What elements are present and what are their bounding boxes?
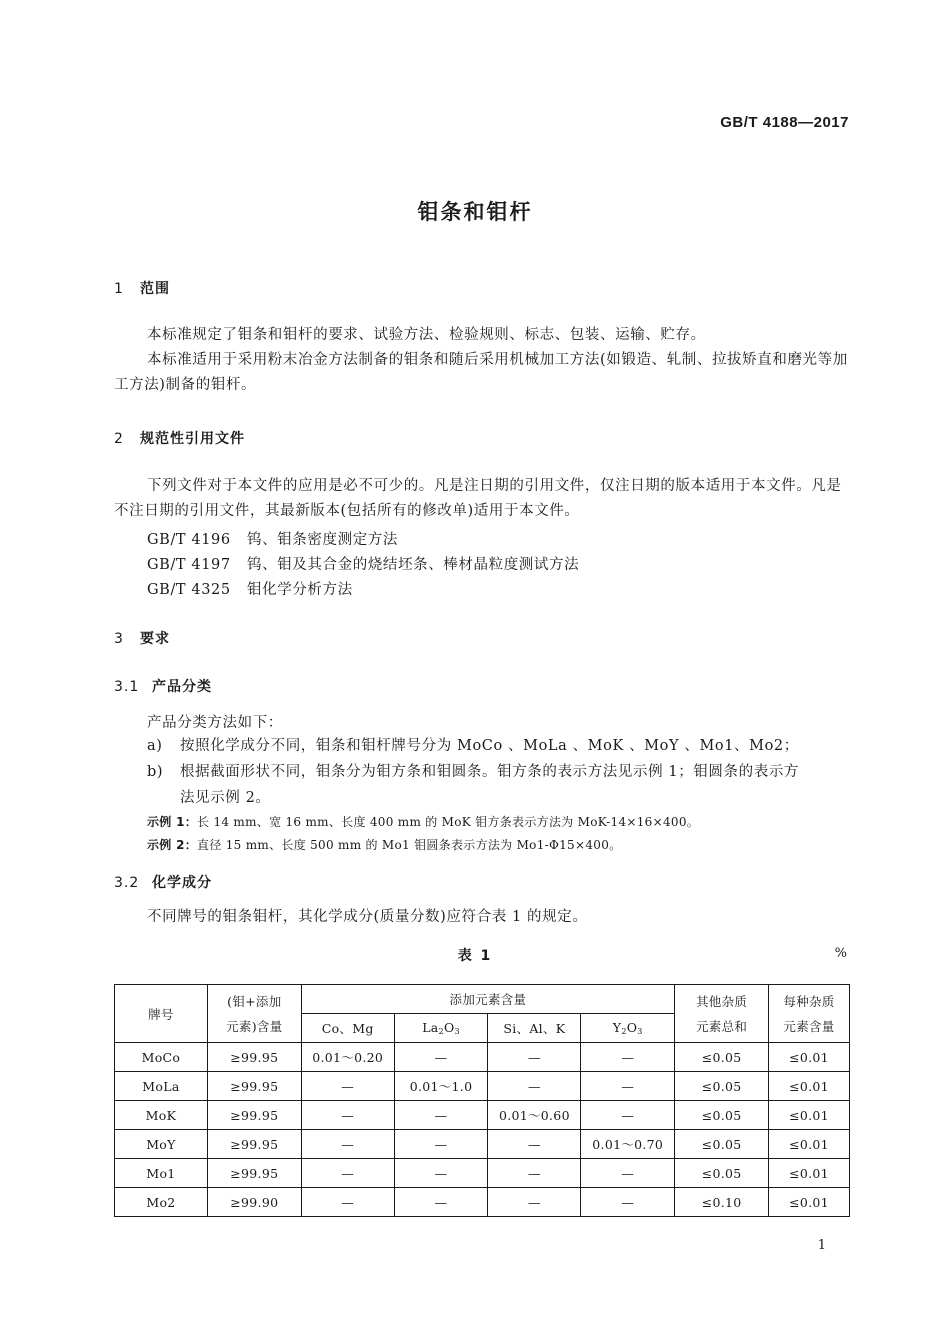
value-cell: — bbox=[581, 1072, 675, 1101]
reference-item bbox=[147, 528, 398, 549]
header-line: 其他杂质 bbox=[695, 993, 748, 1009]
value-cell: — bbox=[488, 1130, 581, 1159]
section-3-1-heading bbox=[114, 676, 212, 696]
section-number: 2 bbox=[114, 431, 124, 447]
value-cell: ≤0.01 bbox=[769, 1130, 850, 1159]
list-marker: b) bbox=[147, 764, 164, 780]
reference-code: GB/T 4325 bbox=[147, 582, 231, 598]
formula-part: O bbox=[626, 1020, 638, 1035]
standard-code: GB/T 4188—2017 bbox=[720, 114, 849, 131]
value-cell: — bbox=[301, 1072, 394, 1101]
formula-subscript: 2 bbox=[438, 1027, 444, 1036]
value-cell: — bbox=[394, 1130, 488, 1159]
formula-part: O bbox=[443, 1020, 455, 1035]
value-cell: — bbox=[581, 1159, 675, 1188]
value-cell: 0.01～0.20 bbox=[301, 1043, 394, 1072]
section-title: 范围 bbox=[140, 281, 170, 297]
value-cell: ≥99.95 bbox=[207, 1130, 301, 1159]
value-cell: — bbox=[301, 1159, 394, 1188]
example-text: 直径 15 mm、长度 500 mm 的 Mo1 钼圆条表示方法为 Mo1-Φ15×400。 bbox=[197, 838, 622, 852]
formula-subscript: 3 bbox=[637, 1027, 643, 1036]
value-cell: — bbox=[394, 1043, 488, 1072]
reference-title: 钼化学分析方法 bbox=[247, 582, 353, 598]
list-text: 根据截面形状不同，钼条分为钼方条和钼圆条。钼方条的表示方法见示例 1；钼圆条的表示方 bbox=[180, 764, 800, 780]
example-label: 示例 2： bbox=[147, 838, 198, 852]
reference-title: 钨、钼及其合金的烧结坯条、棒材晶粒度测试方法 bbox=[247, 557, 580, 573]
grade-cell: MoLa bbox=[115, 1072, 208, 1101]
header-each-impurity bbox=[769, 985, 850, 1043]
section-number: 1 bbox=[114, 281, 124, 297]
value-cell: ≤0.01 bbox=[769, 1101, 850, 1130]
table-row bbox=[115, 1072, 850, 1101]
value-cell: 0.01～1.0 bbox=[394, 1072, 488, 1101]
header-line: 元素总和 bbox=[695, 1018, 748, 1034]
value-cell: — bbox=[488, 1188, 581, 1217]
value-cell: — bbox=[301, 1130, 394, 1159]
example-text: 长 14 mm、宽 16 mm、长度 400 mm 的 MoK 钼方条表示方法为 MoK-14×16×400。 bbox=[197, 815, 700, 829]
grade-cell: MoY bbox=[115, 1130, 208, 1159]
grade-cell: Mo2 bbox=[115, 1188, 208, 1217]
section-1-heading bbox=[114, 278, 170, 298]
list-marker: a) bbox=[147, 738, 163, 754]
value-cell: ≥99.95 bbox=[207, 1159, 301, 1188]
grade-cell: MoK bbox=[115, 1101, 208, 1130]
section-number: 3.2 bbox=[114, 875, 140, 891]
list-item-a bbox=[147, 733, 850, 759]
section-title: 规范性引用文件 bbox=[140, 431, 245, 447]
section-number: 3 bbox=[114, 631, 124, 647]
section-title: 产品分类 bbox=[152, 679, 212, 695]
subheader-si-al-k: Si、Al、K bbox=[488, 1014, 581, 1043]
header-line: 每种杂质 bbox=[783, 993, 835, 1009]
example-2 bbox=[147, 836, 621, 853]
table-body bbox=[115, 1043, 850, 1217]
value-cell: ≥99.95 bbox=[207, 1072, 301, 1101]
value-cell: — bbox=[394, 1188, 488, 1217]
header-grade: 牌号 bbox=[115, 985, 208, 1043]
section-title: 要求 bbox=[140, 631, 170, 647]
header-line: 元素)含量 bbox=[226, 1018, 283, 1034]
header-added-elements: 添加元素含量 bbox=[301, 985, 674, 1014]
subheader-la2o3 bbox=[394, 1014, 488, 1043]
value-cell: ≥99.95 bbox=[207, 1043, 301, 1072]
formula-subscript: 2 bbox=[621, 1027, 627, 1036]
header-line: 元素含量 bbox=[783, 1018, 835, 1034]
example-1 bbox=[147, 813, 699, 830]
table-row bbox=[115, 1130, 850, 1159]
section-1-paragraph-2: 本标准适用于采用粉末冶金方法制备的钼条和随后采用机械加工方法(如锻造、轧制、拉拔矫直和磨光等加工方法)制备的钼杆。 bbox=[114, 352, 848, 393]
section-3-2-heading bbox=[114, 872, 212, 892]
reference-title: 钨、钼条密度测定方法 bbox=[247, 532, 398, 548]
formula-part: Y bbox=[612, 1020, 622, 1035]
value-cell: ≤0.05 bbox=[675, 1043, 769, 1072]
value-cell: ≤0.01 bbox=[769, 1159, 850, 1188]
section-number: 3.1 bbox=[114, 679, 140, 695]
chemical-composition-table bbox=[114, 984, 850, 1217]
subheader-co-mg: Co、Mg bbox=[301, 1014, 394, 1043]
reference-item bbox=[147, 578, 353, 599]
reference-code: GB/T 4197 bbox=[147, 557, 231, 573]
value-cell: 0.01～0.70 bbox=[581, 1130, 675, 1159]
document-title: 钼条和钼杆 bbox=[417, 200, 533, 224]
formula-part: La bbox=[422, 1020, 439, 1035]
value-cell: ≤0.05 bbox=[675, 1159, 769, 1188]
subheader-y2o3 bbox=[581, 1014, 675, 1043]
table-caption: 表 1 bbox=[457, 948, 493, 964]
value-cell: 0.01～0.60 bbox=[488, 1101, 581, 1130]
value-cell: ≥99.95 bbox=[207, 1101, 301, 1130]
value-cell: ≤0.05 bbox=[675, 1101, 769, 1130]
section-2-paragraph-1: 下列文件对于本文件的应用是必不可少的。凡是注日期的引用文件，仅注日期的版本适用于本文件。凡是不注日期的引用文件，其最新版本(包括所有的修改单)适用于本文件。 bbox=[114, 478, 842, 519]
grade-cell: MoCo bbox=[115, 1043, 208, 1072]
section-2-heading bbox=[114, 428, 245, 448]
classification-intro: 产品分类方法如下： bbox=[147, 715, 283, 731]
section-3-heading bbox=[114, 628, 170, 648]
section-1-paragraph-1: 本标准规定了钼条和钼杆的要求、试验方法、检验规则、标志、包装、运输、贮存。 bbox=[147, 327, 706, 343]
value-cell: — bbox=[581, 1101, 675, 1130]
header-line: (钼+添加 bbox=[227, 993, 282, 1009]
header-other-impurities-total bbox=[675, 985, 769, 1043]
value-cell: — bbox=[301, 1188, 394, 1217]
value-cell: — bbox=[488, 1043, 581, 1072]
value-cell: — bbox=[581, 1043, 675, 1072]
value-cell: ≤0.01 bbox=[769, 1188, 850, 1217]
table-unit: % bbox=[834, 946, 847, 961]
section-title: 化学成分 bbox=[152, 875, 212, 891]
value-cell: ≤0.01 bbox=[769, 1043, 850, 1072]
value-cell: ≥99.90 bbox=[207, 1188, 301, 1217]
example-label: 示例 1： bbox=[147, 815, 198, 829]
value-cell: — bbox=[488, 1072, 581, 1101]
reference-item bbox=[147, 553, 579, 574]
list-text-continuation: 法见示例 2。 bbox=[180, 790, 271, 806]
header-mo-total bbox=[207, 985, 301, 1043]
value-cell: ≤0.01 bbox=[769, 1072, 850, 1101]
grade-cell: Mo1 bbox=[115, 1159, 208, 1188]
value-cell: — bbox=[581, 1188, 675, 1217]
page-number: 1 bbox=[817, 1238, 826, 1253]
value-cell: — bbox=[394, 1159, 488, 1188]
table-row bbox=[115, 1043, 850, 1072]
section-3-2-paragraph-1: 不同牌号的钼条钼杆，其化学成分(质量分数)应符合表 1 的规定。 bbox=[147, 909, 588, 925]
value-cell: — bbox=[301, 1101, 394, 1130]
value-cell: — bbox=[488, 1159, 581, 1188]
table-row bbox=[115, 1159, 850, 1188]
value-cell: ≤0.05 bbox=[675, 1130, 769, 1159]
reference-code: GB/T 4196 bbox=[147, 532, 231, 548]
table-row bbox=[115, 1101, 850, 1130]
value-cell: ≤0.10 bbox=[675, 1188, 769, 1217]
value-cell: — bbox=[394, 1101, 488, 1130]
list-text: 按照化学成分不同，钼条和钼杆牌号分为 MoCo 、MoLa 、MoK 、MoY 、Mo1、Mo2； bbox=[180, 738, 799, 754]
table-row bbox=[115, 1188, 850, 1217]
formula-subscript: 3 bbox=[454, 1027, 460, 1036]
list-item-b bbox=[147, 759, 850, 811]
value-cell: ≤0.05 bbox=[675, 1072, 769, 1101]
